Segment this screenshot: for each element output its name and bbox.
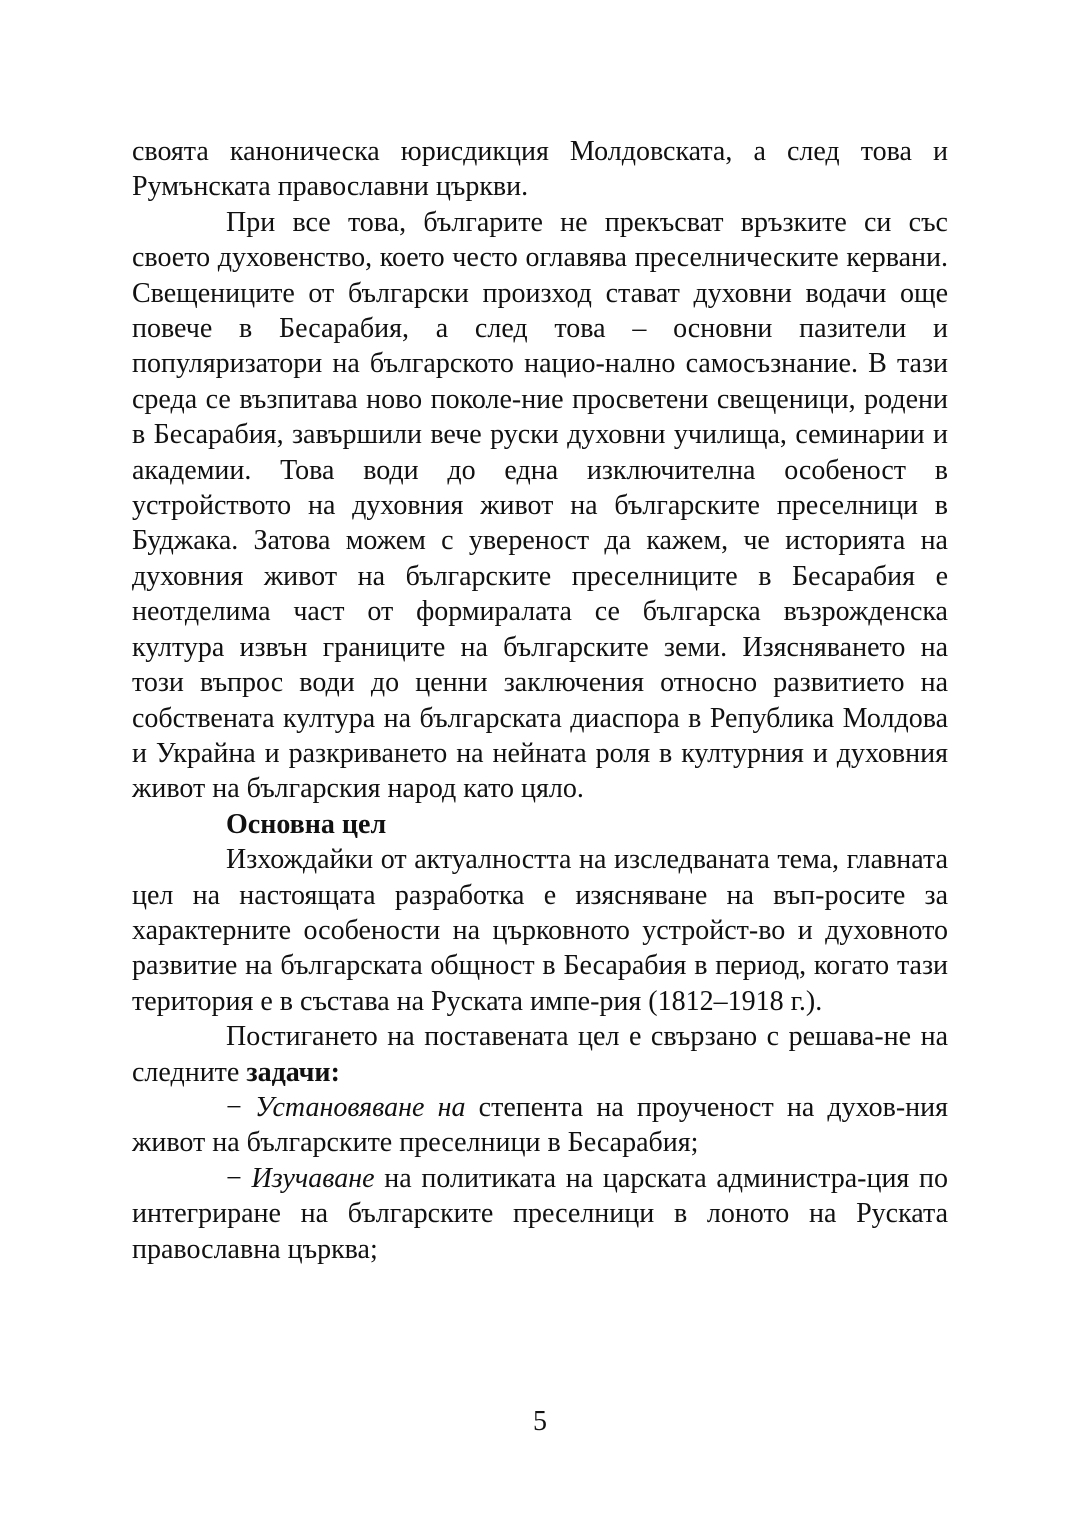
task-dash: − bbox=[226, 1162, 252, 1194]
section-heading-main-goal: Основна цел bbox=[226, 808, 387, 840]
document-page bbox=[132, 134, 948, 1267]
task-item bbox=[132, 1090, 948, 1161]
paragraph-continuation: своята каноническа юрисдикция Молдовската, а след това и Румънската православни църкви. bbox=[132, 136, 948, 203]
page-number: 5 bbox=[533, 1406, 547, 1437]
tasks-label: задачи: bbox=[246, 1056, 340, 1088]
task-text: степента на проученост на духов-ния живот на българските преселници в Бесарабия; bbox=[132, 1091, 948, 1159]
task-keyword: Установяване на bbox=[254, 1091, 466, 1123]
task-text: на политиката на царската администра-ция по интегриране на българските преселници в лоното на Руската православна църква; bbox=[132, 1162, 949, 1265]
paragraph-clergy: При все това, българите не прекъсват връзките си със своето духовенство, което често оглавява преселническите кервани. Свещениците от български произход стават духовни водачи още повече в Бесарабия, а след това – основни пазители и популяризатори на българското нацио-нално самосъзнание. В тази среда се възпитава ново поколе-ние просветени свещеници, родени в Бесарабия, завършили вече руски духовни училища, семинарии и академии. Това води до една изключителна особеност в устройството на духовния живот на българските преселници в Буджака. Затова можем с увереност да кажем, че историята на духовния живот на българските преселниците в Бесарабия е неотделима част от формиралата се българска възрожденска култура извън границите на българските земи. Изясняването на този въпрос води до ценни заключения относно развитието на собствената култура на българската диаспора в Република Молдова и Украйна и разкриването на нейната роля в културния и духовния живот на българския народ като цяло. bbox=[132, 206, 948, 805]
task-keyword: Изучаване bbox=[251, 1162, 375, 1194]
paragraph-main-goal: Изхождайки от актуалността на изследваната тема, главната цел на настоящата разработка е изясняване на въп-росите за характерните особености на църковното устройст-во и духовното развитие на българската общност в Бесарабия в период, когато тази територия е в състава на Руската импе-рия (1812–1918 г.). bbox=[132, 844, 948, 1017]
tasks-intro-text: Постигането на поставената цел е свързано с решава-не на следните bbox=[132, 1021, 948, 1088]
task-dash: − bbox=[226, 1091, 255, 1123]
task-item bbox=[132, 1161, 948, 1267]
paragraph-tasks-intro bbox=[132, 1019, 948, 1090]
